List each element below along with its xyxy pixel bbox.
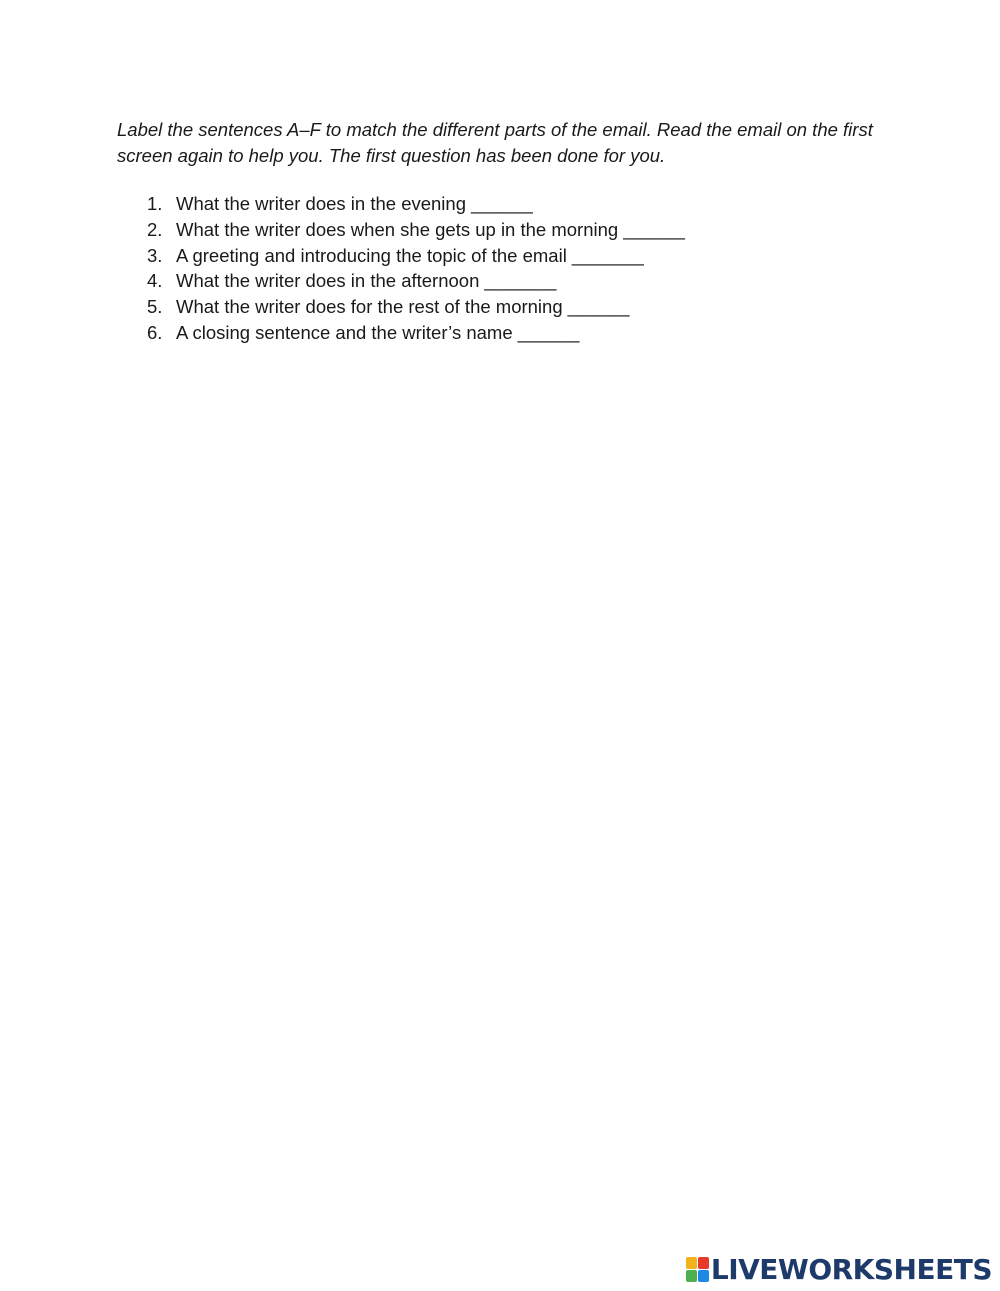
question-text: A closing sentence and the writer’s name — [176, 321, 513, 343]
logo-square-icon — [698, 1257, 709, 1269]
question-text: A greeting and introducing the topic of the email — [176, 244, 567, 266]
instructions-text: Label the sentences A–F to match the different parts of the email. Read the email on the first screen again to help you. The first question has been done for you. — [117, 119, 873, 166]
question-item — [140, 243, 685, 269]
question-list — [140, 191, 685, 346]
question-item — [140, 217, 685, 243]
answer-blank[interactable]: _______ — [484, 270, 557, 292]
question-text: What the writer does in the evening — [176, 193, 466, 214]
question-item — [140, 268, 685, 294]
question-item — [140, 294, 685, 320]
question-number: 2. — [147, 218, 163, 240]
answer-blank[interactable]: ______ — [623, 218, 685, 240]
question-text: What the writer does in the afternoon — [176, 270, 480, 292]
logo-text: LIVEWORKSHEETS — [710, 1253, 992, 1286]
logo-square-icon — [686, 1257, 697, 1269]
answer-blank[interactable]: ______ — [567, 296, 630, 318]
logo-square-icon — [698, 1270, 709, 1282]
question-number: 5. — [147, 296, 163, 318]
answer-blank[interactable]: ______ — [471, 193, 533, 214]
question-number: 1. — [147, 193, 163, 214]
question-item — [140, 191, 685, 217]
logo-mark-icon — [686, 1257, 709, 1282]
liveworksheets-logo — [686, 1253, 992, 1286]
question-number: 6. — [147, 321, 163, 343]
question-text: What the writer does for the rest of the morning — [176, 296, 563, 318]
logo-square-icon — [686, 1270, 697, 1282]
answer-blank[interactable]: _______ — [571, 244, 644, 266]
question-item — [140, 320, 685, 346]
question-text: What the writer does when she gets up in the morning — [176, 218, 619, 240]
answer-blank[interactable]: ______ — [517, 321, 580, 343]
question-number: 4. — [147, 270, 163, 292]
question-number: 3. — [147, 244, 163, 266]
